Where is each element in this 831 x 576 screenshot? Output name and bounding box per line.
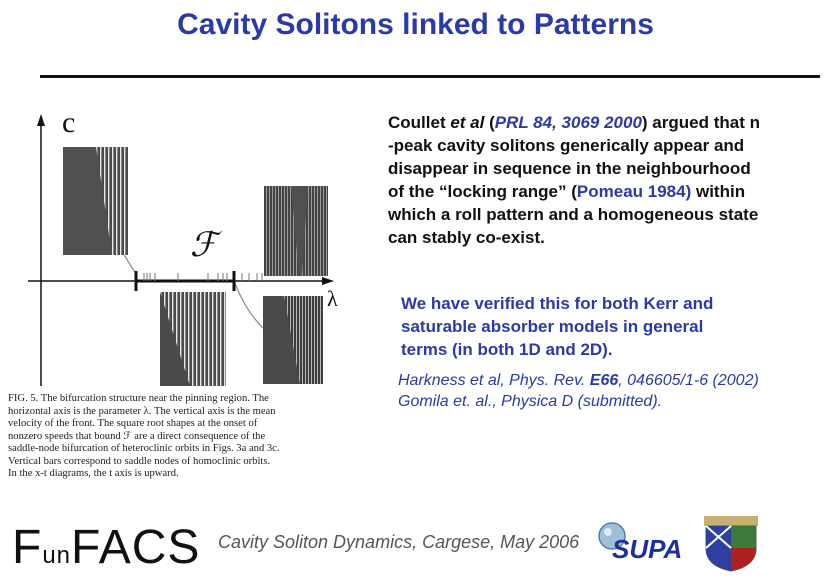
caption-line: saddle-node bifurcation of heteroclinic orbits in Figs. 3a and 3c. <box>8 443 280 454</box>
title-divider <box>40 75 820 78</box>
para1-text: ( <box>484 113 495 132</box>
ref-text: , 046605/1-6 (2002) <box>618 372 759 389</box>
xt-diagram-top-left <box>63 147 128 255</box>
para1-et-al: et al <box>450 113 485 132</box>
x-axis-label: λ <box>327 286 338 311</box>
x-axis-arrow <box>322 277 334 285</box>
ref-volume: E66 <box>589 372 619 389</box>
para2-line: terms (in both 1D and 2D). <box>401 340 613 359</box>
verification-paragraph <box>401 292 801 361</box>
coullet-paragraph <box>388 111 831 249</box>
para1-line: -peak cavity solitons generically appear and <box>388 136 745 155</box>
university-crest-icon <box>700 514 762 572</box>
right-branch-curve <box>234 281 266 331</box>
xt-diagram-bottom-right <box>263 296 323 384</box>
caption-line: nonzero speeds that bound ℱ are a direct consequence of the <box>8 430 266 442</box>
figure-caption <box>8 393 360 481</box>
para1-text: within <box>691 182 746 201</box>
y-axis-arrow <box>37 114 45 126</box>
para1-text: of the “locking range” ( <box>388 182 577 201</box>
para2-line: We have verified this for both Kerr and <box>401 294 714 313</box>
conference-footer: Cavity Soliton Dynamics, Cargese, May 2006 <box>218 532 580 552</box>
para1-line: disappear in sequence in the neighbourhood <box>388 159 751 178</box>
funfacs-logo: FunFACS <box>12 521 201 574</box>
caption-line: Vertical bars correspond to saddle nodes of homoclinic orbits. <box>8 455 271 467</box>
ref-text: Harkness et al, Phys. Rev. <box>398 372 590 389</box>
para2-line: saturable absorber models in general <box>401 317 704 336</box>
para1-text: ) argued that n <box>641 113 760 132</box>
para1-text: Coullet <box>388 113 451 132</box>
page-title: Cavity Solitons linked to Patterns <box>177 8 654 41</box>
bifurcation-figure <box>8 96 368 396</box>
xt-diagram-top-right <box>264 186 328 276</box>
caption-line: FIG. 5. The bifurcation structure near the pinning region. The <box>8 393 269 404</box>
svg-text:SUPA: SUPA <box>612 534 683 564</box>
caption-line: velocity of the front. The square root shapes at the onset of <box>8 418 258 429</box>
pomeau-reference: Pomeau 1984) <box>576 182 692 201</box>
caption-line: In the x-t diagrams, the t axis is upward. <box>8 468 179 479</box>
ref-line: Gomila et. al., Physica D (submitted). <box>398 393 663 410</box>
supa-logo <box>596 516 696 566</box>
caption-line: horizontal axis is the parameter λ. The vertical axis is the mean <box>8 405 276 417</box>
para1-line: which a roll pattern and a homogeneous state <box>388 205 759 224</box>
prl-reference: PRL 84, 3069 2000 <box>494 113 642 132</box>
y-axis-label: c <box>62 106 76 139</box>
references <box>398 370 828 412</box>
para1-line: can stably co-exist. <box>388 228 545 247</box>
xt-diagram-bottom-middle <box>160 292 226 386</box>
curve-label: ℱ <box>190 227 217 264</box>
